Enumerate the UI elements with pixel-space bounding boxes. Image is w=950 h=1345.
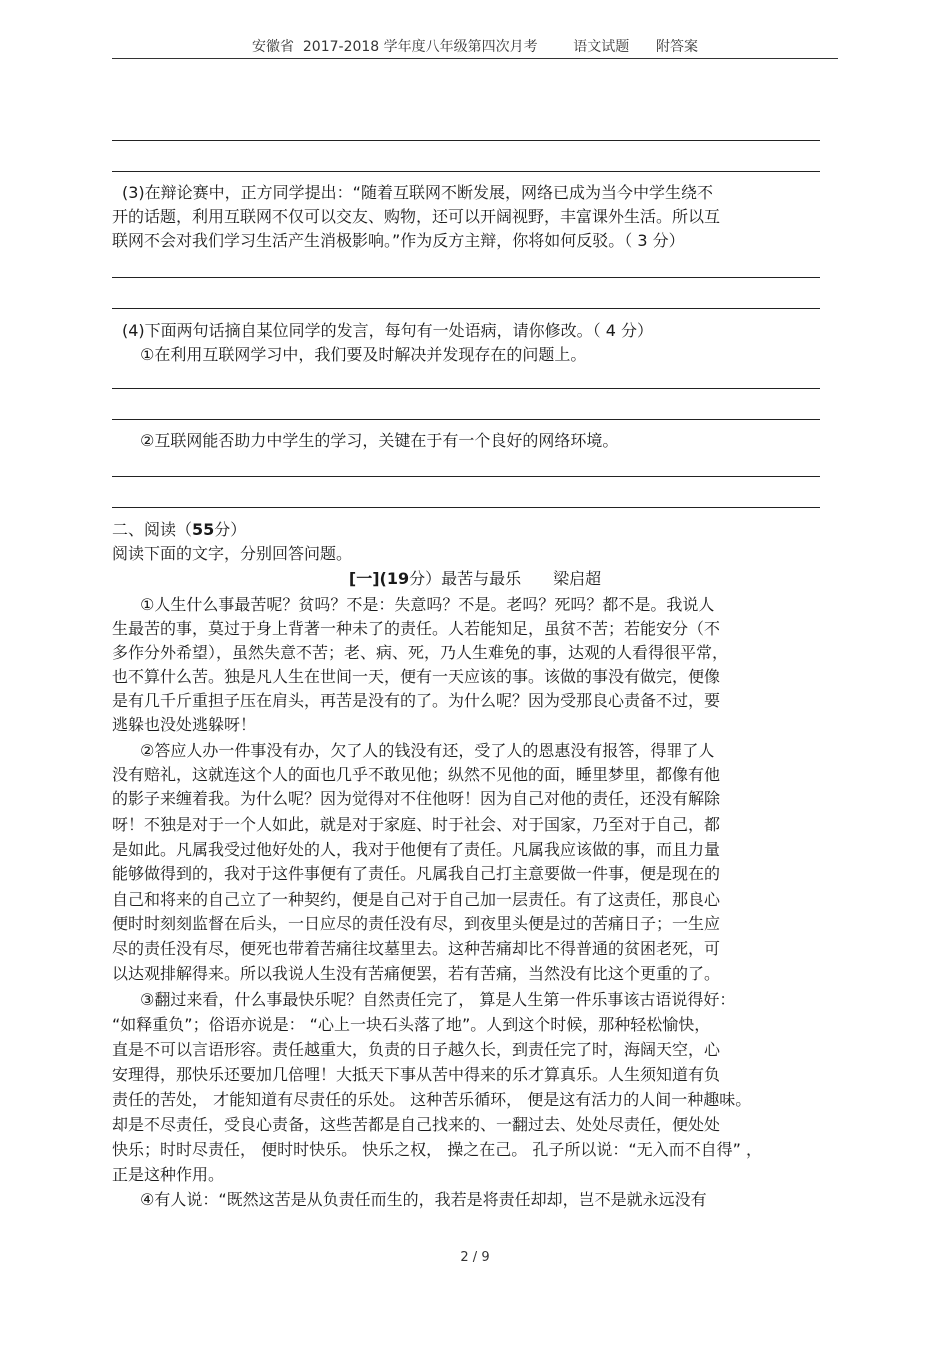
answer-line <box>112 476 820 477</box>
passage-line: “如释重负”；俗语亦说是： “心上一块石头落了地”。人到这个时候，那种轻松愉快， <box>112 1015 711 1034</box>
section-title: 二、阅读（55分） <box>112 520 247 539</box>
passage-line: 却是不尽责任，受良心责备，这些苦都是自己找来的、一翻过去、处处尽责任，便处处 <box>112 1115 721 1134</box>
passage-line: 安理得，那快乐还要加几倍哩！大抵天下事从苦中得来的乐才算真乐。人生须知道有负 <box>112 1065 721 1084</box>
passage-line: 的影子来缠着我。为什么呢？因为觉得对不住他呀！因为自己对他的责任，还没有解除 <box>112 789 721 808</box>
header-title: 安徽省 2017-2018 学年度八年级第四次月考 <box>252 39 538 55</box>
q3-line-2: 开的话题，利用互联网不仅可以交友、购物，还可以开阔视野，丰富课外生活。所以互 <box>112 207 721 226</box>
passage-line: 尽的责任没有尽，便死也带着苦痛往坟墓里去。这种苦痛却比不得普通的贫困老死，可 <box>112 939 721 958</box>
passage-line: ④有人说：“既然这苦是从负责任而生的，我若是将责任却却，岂不是就永远没有 <box>140 1190 707 1209</box>
passage-line: 是如此。凡属我受过他好处的人，我对于他便有了责任。凡属我应该做的事，而且力量 <box>112 840 721 859</box>
passage-line: 以达观排解得来。所以我说人生没有苦痛便罢，若有苦痛，当然没有比这个更重的了。 <box>112 964 721 983</box>
passage-line: 是有几千斤重担子压在肩头，再苦是没有的了。为什么呢？因为受那良心责备不过，要 <box>112 691 721 710</box>
passage-line: 自己和将来的自己立了一种契约，便是自己对于自己加一层责任。有了这责任，那良心 <box>112 890 721 909</box>
answer-line <box>112 419 820 420</box>
passage-line: 多作分外希望），虽然失意不苦；老、病、死，乃人生难免的事，达观的人看得很平常， <box>112 643 729 662</box>
passage-line: 逃躲也没处逃躲呀！ <box>112 715 257 734</box>
page-header <box>0 36 950 58</box>
answer-line <box>112 308 820 309</box>
q3-line-1: (3)在辩论赛中，正方同学提出：“随着互联网不断发展，网络已成为当今中学生绕不 <box>122 183 713 202</box>
passage-line: ①人生什么事最苦呢？贫吗？不是：失意吗？不是。老吗？死吗？都不是。我说人 <box>140 595 715 614</box>
passage-score: 19 <box>386 569 410 588</box>
answer-line <box>112 171 820 172</box>
passage-line: 生最苦的事，莫过于身上背著一种未了的责任。人若能知足，虽贫不苦；若能安分（不 <box>112 619 721 638</box>
answer-line <box>112 277 820 278</box>
passage-author: 梁启超 <box>553 569 602 588</box>
passage-line: 正是这种作用。 <box>112 1165 225 1184</box>
answer-line <box>112 507 820 508</box>
header-subject: 语文试题 <box>573 39 630 55</box>
q4-title: (4)下面两句话摘自某位同学的发言，每句有一处语病，请你修改。（ 4 分） <box>122 321 654 340</box>
passage-line: ②答应人办一件事没有办，欠了人的钱没有还，受了人的恩惠没有报答，得罪了人 <box>140 741 715 760</box>
answer-line <box>112 388 820 389</box>
header-answer-note: 附答案 <box>655 39 698 55</box>
section-score: 55 <box>192 520 215 539</box>
passage-line: 直是不可以言语形容。责任越重大，负责的日子越久长，到责任完了时，海阔天空，心 <box>112 1040 721 1059</box>
header-rule <box>112 58 838 59</box>
section-instruction: 阅读下面的文字，分别回答问题。 <box>112 544 353 563</box>
page-number: 2 / 9 <box>460 1250 490 1265</box>
passage-line: 便时时刻刻监督在后头，一日应尽的责任没有尽，到夜里头便是过的苦痛日子；一生应 <box>112 914 721 933</box>
passage-line: ③翻过来看，什么事最快乐呢？自然责任完了， 算是人生第一件乐事该古语说得好： <box>140 990 736 1009</box>
passage-line: 责任的苦处， 才能知道有尽责任的乐处。 这种苦乐循环， 便是这有活力的人间一种趣味。 <box>112 1090 752 1109</box>
q4-item-2: ②互联网能否助力中学生的学习，关键在于有一个良好的网络环境。 <box>140 431 619 450</box>
passage-heading: [一](19分）最苦与最乐 梁启超 <box>348 569 602 588</box>
passage-line: 能够做得到的，我对于这件事便有了责任。凡属我自己打主意要做一件事，便是现在的 <box>112 864 721 883</box>
q4-item-1: ①在利用互联网学习中，我们要及时解决并发现存在的问题上。 <box>140 345 587 364</box>
passage-line: 呀！不独是对于一个人如此，就是对于家庭、时于社会、对于国家，乃至对于自己，都 <box>112 815 721 834</box>
q3-line-3: 联网不会对我们学习生活产生消极影响。”作为反方主辩，你将如何反驳。（ 3 分） <box>112 231 685 250</box>
passage-line: 也不算什么苦。独是凡人生在世间一天，便有一天应该的事。该做的事没有做完，便像 <box>112 667 721 686</box>
passage-line: 快乐；时时尽责任， 便时时快乐。 快乐之权， 操之在己。 孔子所以说：“无入而不自得” ， <box>112 1140 763 1159</box>
passage-line: 没有赔礼，这就连这个人的面也几乎不敢见他；纵然不见他的面，睡里梦里，都像有他 <box>112 765 721 784</box>
answer-line <box>112 140 820 141</box>
